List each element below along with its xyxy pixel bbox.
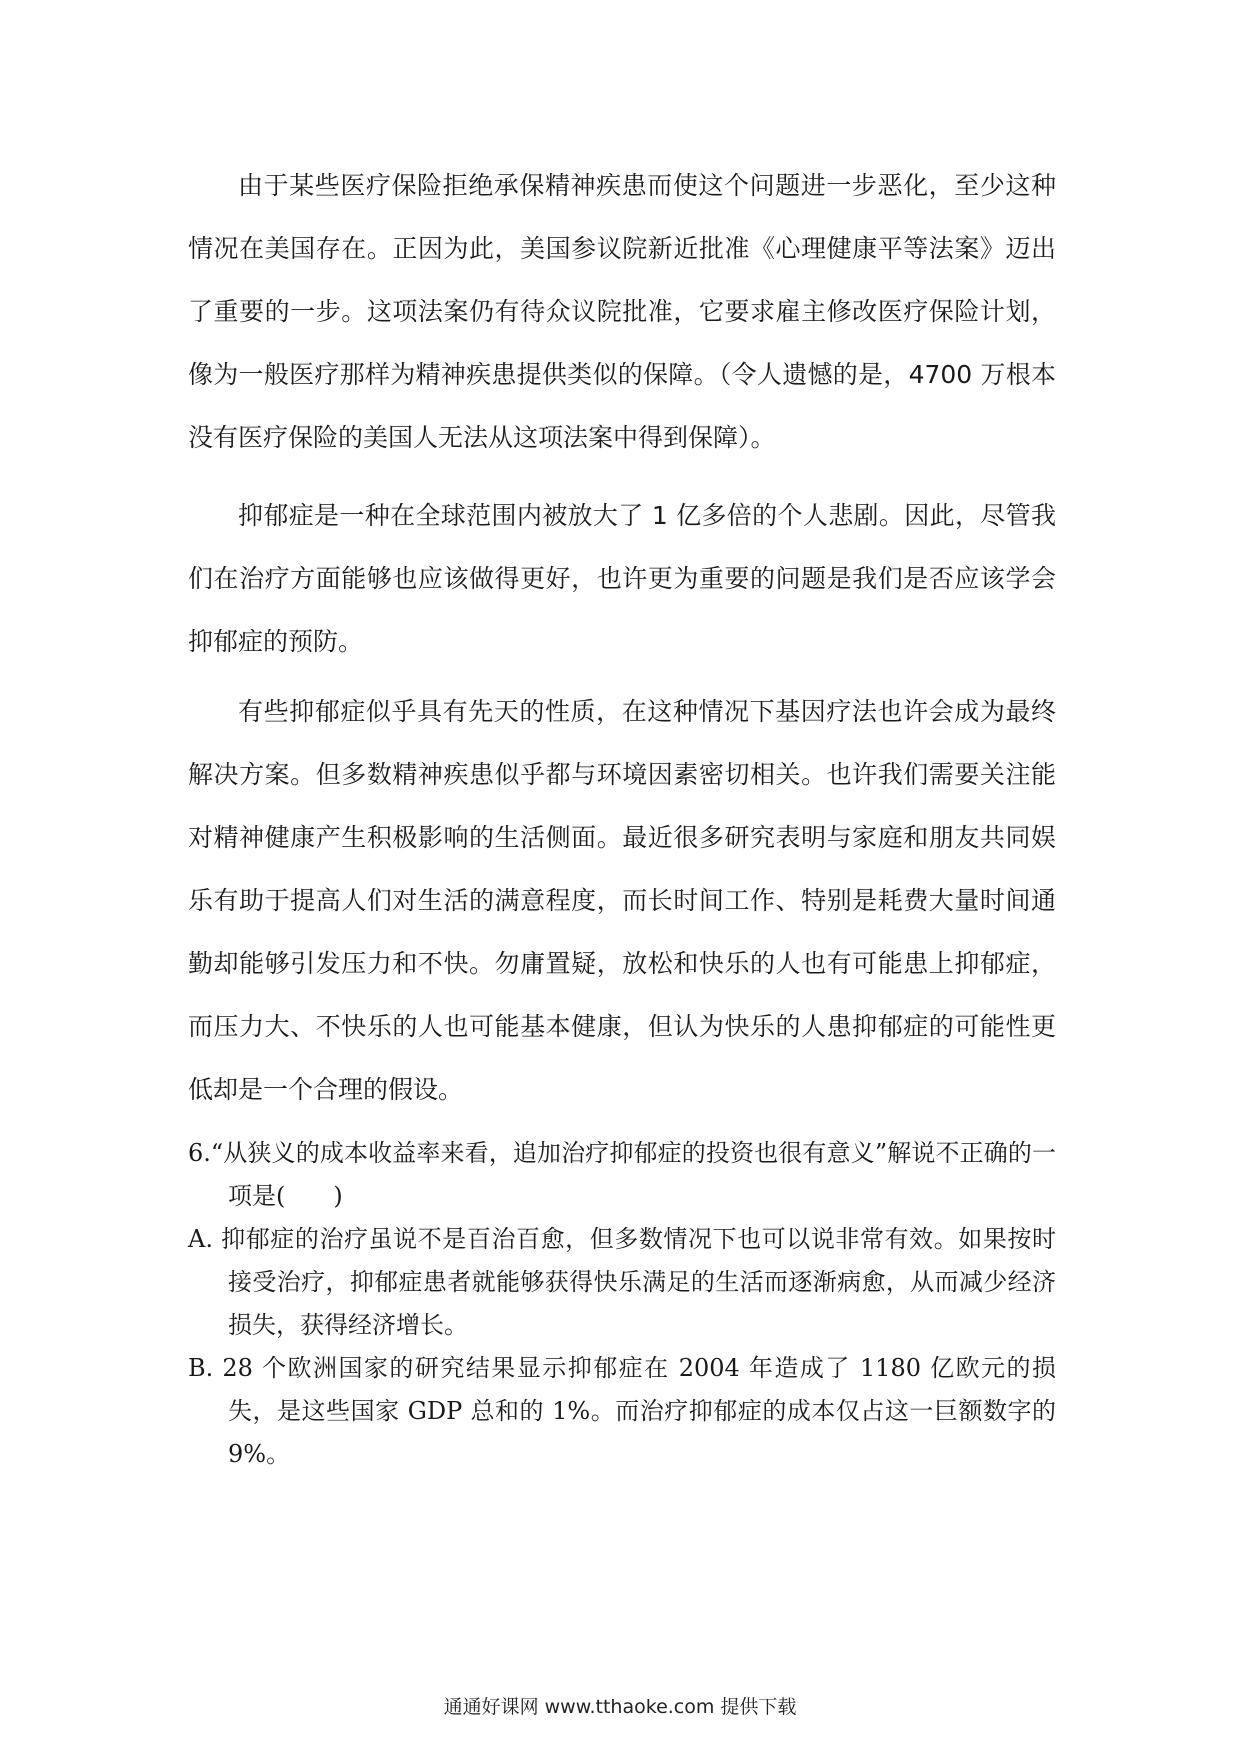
paragraph-prevention: 有些抑郁症似乎具有先天的性质，在这种情况下基因疗法也许会成为最终解决方案。但多数精神疾患似乎都与环境因素密切相关。也许我们需要关注能对精神健康产生积极影响的生活侧面。最近很多研究表明与家庭和朋友共同娱乐有助于提高人们对生活的满意程度，而长时间工作、特别是耗费大量时间通勤却能够引发压力和不快。勿庸置疑，放松和快乐的人也有可能患上抑郁症，而压力大、不快乐的人也可能基本健康，但认为快乐的人患抑郁症的可能性更低却是一个合理的假设。 — [188, 697, 1056, 1104]
option-a: A. 抑郁症的治疗虽说不是百治百愈，但多数情况下也可以说非常有效。如果按时接受治疗，抑郁症患者就能够获得快乐满足的生活而逐渐病愈，从而减少经济损失，获得经济增长。 — [188, 1225, 1056, 1339]
paragraph-insurance: 由于某些医疗保险拒绝承保精神疾患而使这个问题进一步恶化，至少这种情况在美国存在。正因为此，美国参议院新近批准《心理健康平等法案》迈出了重要的一步。这项法案仍有待众议院批准，它要求雇主修改医疗保险计划，像为一般医疗那样为精神疾患提供类似的保障。（令人遗憾的是，4700 万根本没有医疗保险的美国人无法从这项法案中得到保障）。 — [188, 171, 1056, 452]
paragraph-depression-tragedy: 抑郁症是一种在全球范围内被放大了 1 亿多倍的个人悲剧。因此，尽管我们在治疗方面能够也应该做得更好，也许更为重要的问题是我们是否应该学会抑郁症的预防。 — [188, 501, 1056, 656]
question-stem: 6.“从狭义的成本收益率来看，追加治疗抑郁症的投资也很有意义”解说不正确的一项是( ) — [188, 1139, 1056, 1210]
option-b: B. 28 个欧洲国家的研究结果显示抑郁症在 2004 年造成了 1180 亿欧元的损失，是这些国家 GDP 总和的 1%。而治疗抑郁症的成本仅占这一巨额数字的 9%。 — [188, 1354, 1056, 1468]
question-6 — [188, 1132, 1056, 1476]
page-footer: 通通好课网 www.tthaoke.com 提供下载 — [443, 1696, 797, 1718]
